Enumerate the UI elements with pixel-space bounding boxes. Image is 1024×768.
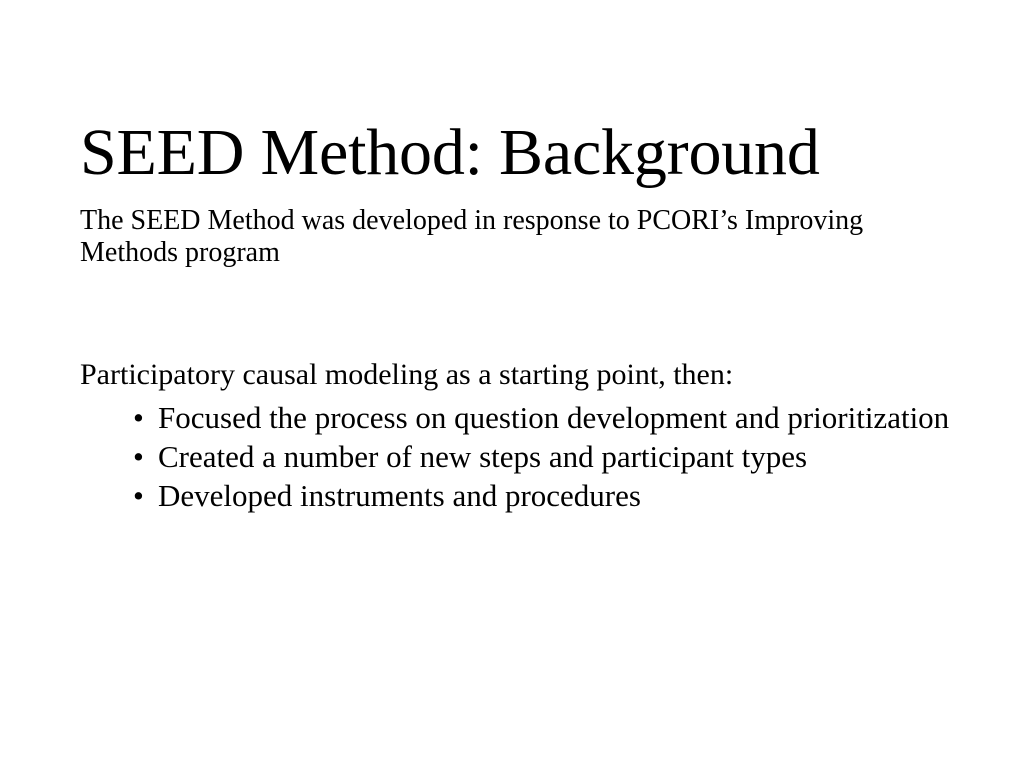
page-title: SEED Method: Background bbox=[80, 116, 820, 190]
list-item bbox=[80, 437, 958, 476]
intro-paragraph: The SEED Method was developed in response to PCORI’s Improving Methods program bbox=[80, 205, 864, 268]
bullet-dot-icon: • bbox=[133, 439, 144, 474]
lead-line: Participatory causal modeling as a starting point, then: bbox=[80, 358, 734, 391]
list-item-label: Focused the process on question development and prioritization bbox=[158, 400, 950, 435]
list-item bbox=[80, 398, 958, 437]
list-item bbox=[80, 476, 958, 515]
bullet-list bbox=[80, 392, 960, 515]
bullet-dot-icon: • bbox=[133, 478, 144, 513]
list-item-label: Created a number of new steps and participant types bbox=[158, 439, 808, 474]
bullet-dot-icon: • bbox=[133, 400, 144, 435]
list-item-label: Developed instruments and procedures bbox=[158, 478, 641, 513]
slide-body bbox=[80, 205, 960, 515]
